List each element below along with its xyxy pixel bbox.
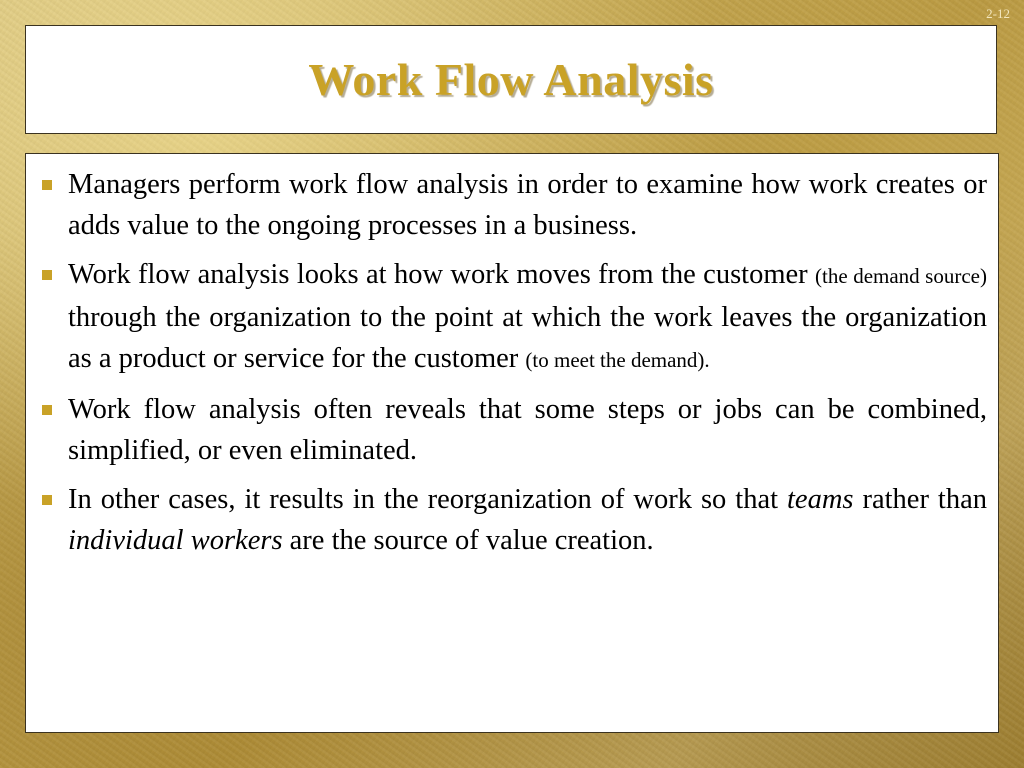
bullet-item [39, 389, 987, 471]
bullet-text: are the source of value creation. [282, 525, 654, 556]
bullet-text: rather than [853, 484, 987, 515]
square-bullet-icon [42, 405, 52, 415]
square-bullet-icon [42, 270, 52, 280]
square-bullet-icon [42, 180, 52, 190]
bullet-item [39, 164, 987, 246]
bullet-text: through the organization to the point at which the work leaves the organization as a product or service for the customer [68, 302, 987, 374]
title-panel [25, 25, 997, 134]
bullet-text: Work flow analysis often reveals that some steps or jobs can be combined, simplified, or even eliminated. [68, 394, 987, 466]
slide-number: 2-12 [986, 6, 1010, 21]
bullet-emphasis-text: teams [787, 484, 854, 515]
bullet-text: Managers perform work flow analysis in order to examine how work creates or adds value to the ongoing processes in a business. [68, 169, 987, 241]
bullet-text: Work flow analysis looks at how work moves from the customer [68, 259, 816, 290]
bullet-aside-text: (the demand source) [815, 264, 987, 288]
bullet-item [39, 254, 987, 381]
bullet-aside-text: (to meet the demand). [525, 348, 710, 372]
bullet-list [39, 164, 987, 561]
bullet-text: In other cases, it results in the reorganization of work so that [68, 484, 788, 515]
bullet-item [39, 479, 987, 561]
content-panel [25, 153, 999, 733]
bullet-emphasis-text: individual workers [68, 525, 283, 556]
square-bullet-icon [42, 495, 52, 505]
slide-title: Work Flow Analysis [308, 54, 714, 105]
